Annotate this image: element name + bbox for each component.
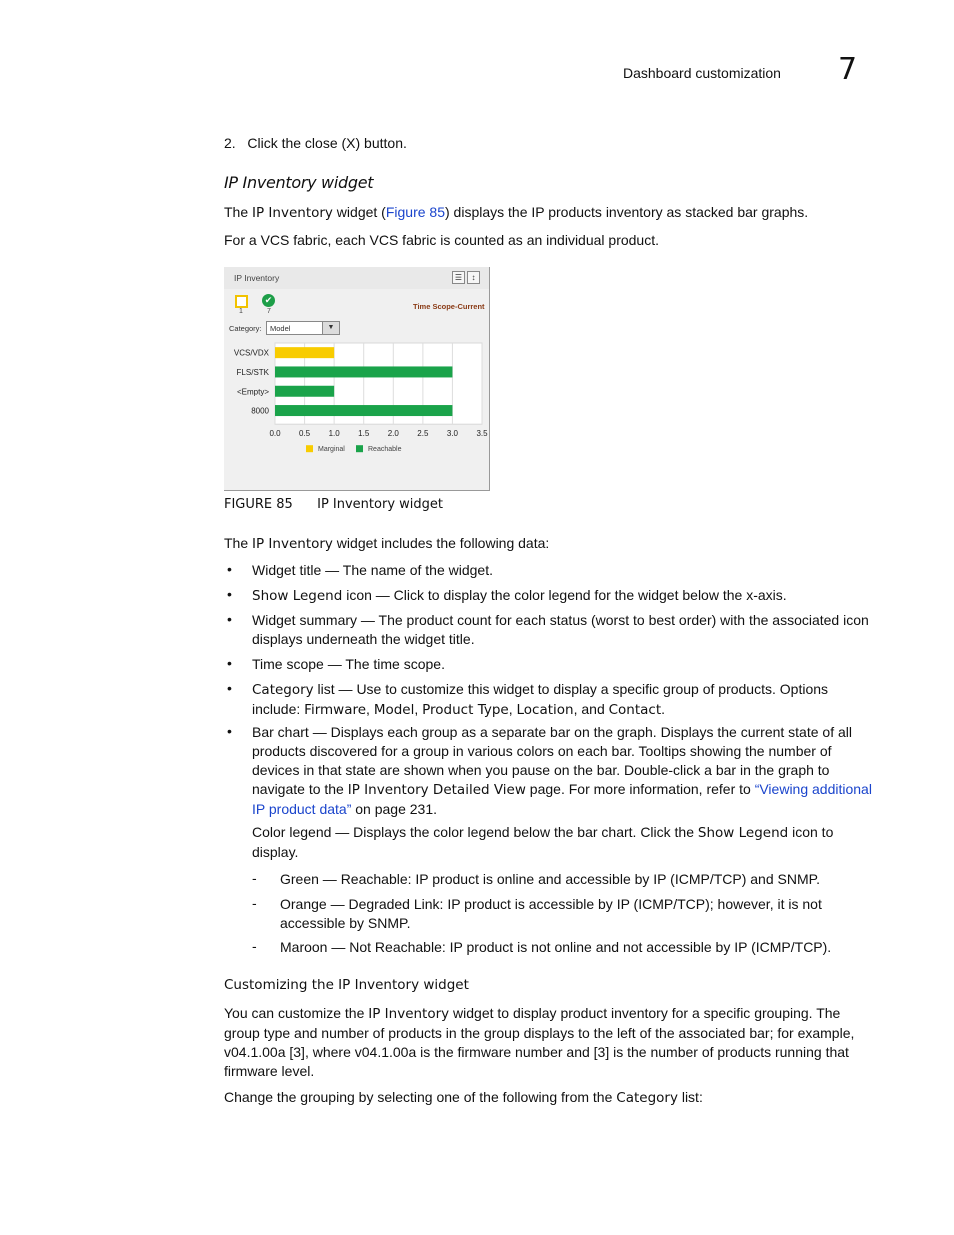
chapter-number: 7 [838,52,858,87]
figure-title: IP Inventory widget [317,497,443,512]
figure-85-link[interactable]: Figure 85 [385,204,445,220]
dash-orange: Orange — Degraded Link: IP product is accessible by IP (ICMP/TCP); however, it is not accessible by SNMP. [280,896,822,931]
x-tick-label: 3.0 [446,429,458,439]
step-2 [224,134,870,153]
y-category-label: FLS/STK [236,367,269,377]
legend-swatch [356,445,363,452]
running-header-title: Dashboard customization [623,65,781,81]
x-tick-label: 2.0 [387,429,399,439]
dash-marker: - [252,870,257,886]
section-title: IP Inventory widget [224,173,374,192]
chevron-down-icon[interactable]: ▼ [322,322,339,334]
grouping-paragraph: Change the grouping by selecting one of the following from the Category list: [224,1089,703,1106]
x-tick-label: 1.0 [328,429,340,439]
legend-label: Reachable [368,446,402,454]
bullet-marker: • [227,611,232,627]
reachable-count: 7 [267,308,271,315]
figure-label: FIGURE 85 [224,497,293,512]
includes-paragraph: The IP Inventory widget includes the following data: [224,535,550,552]
y-category-label: <Empty> [236,387,269,397]
bullet-marker: • [227,586,232,602]
ip-inventory-widget [224,267,490,491]
x-tick-label: 0.0 [269,429,281,439]
bullet-widget-summary: Widget summary — The product count for each status (worst to best order) with the associated icon displays underneath the widget title. [252,612,869,647]
dash-maroon: Maroon — Not Reachable: IP product is not online and not accessible by IP (ICMP/TCP). [280,939,832,955]
bullet-marker: • [227,723,232,739]
y-category-label: 8000 [251,406,269,416]
vcs-paragraph: For a VCS fabric, each VCS fabric is counted as an individual product. [224,232,659,248]
bar-reachable [275,386,334,397]
bar-reachable [275,366,452,377]
bullet-widget-title: Widget title — The name of the widget. [252,562,493,578]
bullet-time-scope: Time scope — The time scope. [252,656,445,672]
show-legend-icon[interactable]: ☰ [452,271,465,284]
bar-reachable [275,405,452,416]
intro-paragraph: The IP Inventory widget (Figure 85) displays the IP products inventory as stacked bar graphs. [224,204,809,221]
x-tick-label: 3.5 [476,429,488,439]
bullet-marker: • [227,680,232,696]
step-number: 2. [224,135,236,151]
x-tick-label: 1.5 [358,429,370,439]
viewing-ip-product-data-link[interactable]: “Viewing additional IP product data” [252,781,872,817]
x-tick-label: 2.5 [417,429,429,439]
marginal-count: 1 [239,308,243,315]
widget-header [224,267,489,289]
widget-title: IP Inventory [234,273,280,283]
dash-green: Green — Reachable: IP product is online and accessible by IP (ICMP/TCP) and SNMP. [280,871,821,887]
marginal-status-icon [235,295,248,308]
customize-paragraph: You can customize the IP Inventory widget to display product inventory for a specific grouping. The group type and number of products in the group displays to the left of the associated bar; for example, v04.1.00a [3], where v04.1.00a is the firmware number and [3] is the number of products running that firmware level. [224,1005,855,1079]
figure-caption [224,497,443,512]
step-text: Click the close (X) button. [247,135,407,151]
x-tick-label: 0.5 [299,429,311,439]
y-category-label: VCS/VDX [233,348,269,358]
reachable-status-icon: ✔ [262,294,275,307]
legend-label: Marginal [318,446,345,454]
bullet-category: Category list — Use to customize this widget to display a specific group of products. Options include: Firmware, Model, Product Type, Location, and Contact. [252,681,829,718]
bullet-bar-chart: Bar chart — Displays each group as a separate bar on the graph. Displays the current state of all products discovered for a group in various colors on each bar. Tooltips showing the number of devices in that state are shown when you pause on the bar. Double-click a bar in the graph to navigate to the IP Inventory Detailed View page. For more information, refer to “Viewing additional IP product data” on page 231. [252,724,872,817]
bar-chart [224,337,489,467]
bullet-marker: • [227,561,232,577]
dash-marker: - [252,938,257,954]
legend-swatch [306,445,313,452]
category-select[interactable] [266,321,340,335]
subheading: Customizing the IP Inventory widget [224,977,469,993]
dash-marker: - [252,895,257,911]
bullet-show-legend: Show Legend icon — Click to display the color legend for the widget below the x-axis. [252,587,787,604]
expand-icon[interactable]: ↕ [467,271,480,284]
category-label: Category: [229,324,262,333]
category-value: Model [270,324,291,333]
bar-marginal [275,347,334,358]
color-legend-paragraph: Color legend — Displays the color legend below the bar chart. Click the Show Legend icon to display. [252,824,834,860]
time-scope: Time Scope-Current [413,302,485,311]
bullet-marker: • [227,655,232,671]
